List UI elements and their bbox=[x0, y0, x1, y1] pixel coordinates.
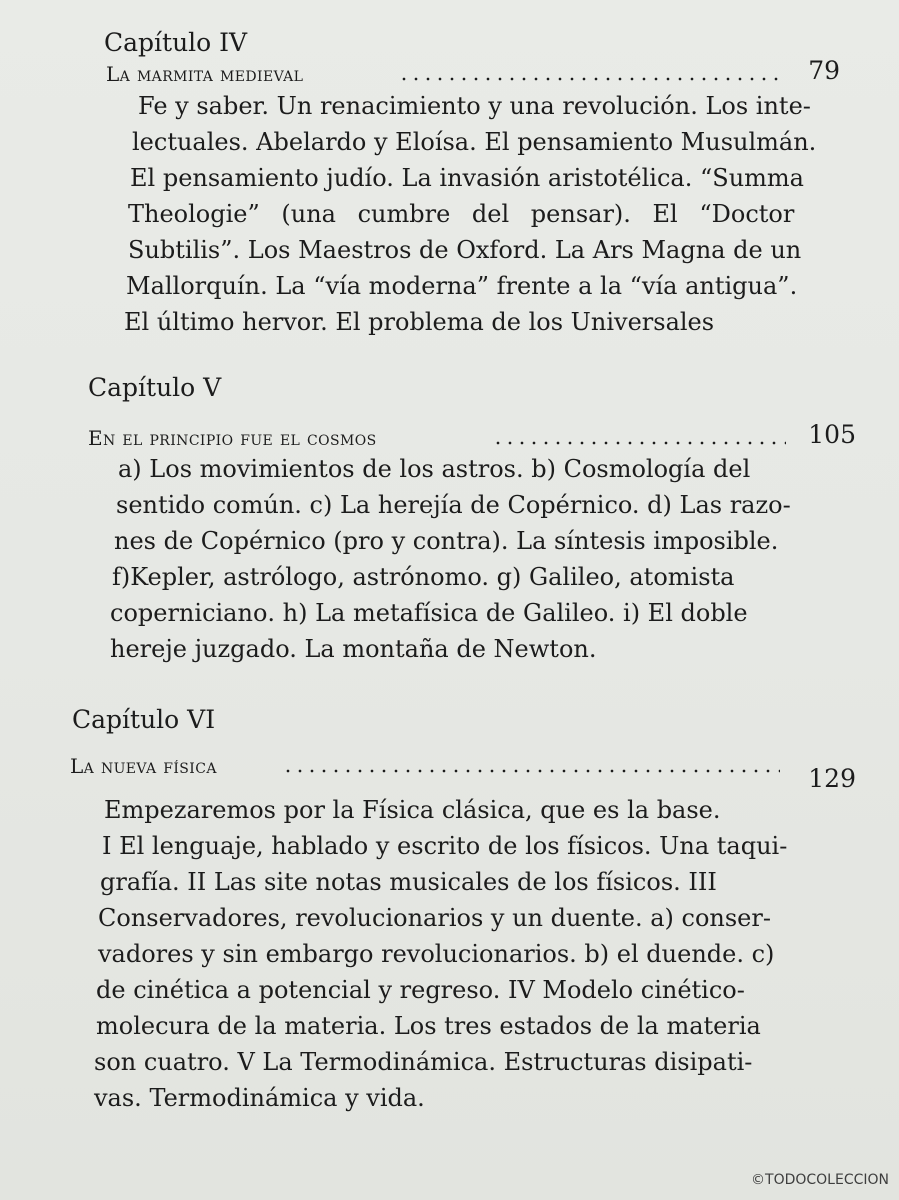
summary-line: Fe y saber. Un renacimiento y una revolución. Los inte- bbox=[138, 92, 811, 120]
summary-line: Conservadores, revolucionarios y un duente. a) conser- bbox=[98, 904, 771, 932]
chapter-title: La marmita medieval bbox=[106, 62, 304, 86]
toc-entry-row[interactable] bbox=[70, 748, 856, 793]
summary-line: El pensamiento judío. La invasión aristotélica. “Summa bbox=[130, 164, 804, 192]
summary-line: grafía. II Las site notas musicales de los físicos. III bbox=[100, 868, 717, 896]
summary-line: El último hervor. El problema de los Universales bbox=[124, 308, 715, 336]
summary-line: vadores y sin embargo revolucionarios. b) el duende. c) bbox=[98, 940, 775, 968]
page-number: 129 bbox=[808, 764, 856, 793]
summary-line: Empezaremos por la Física clásica, que es la base. bbox=[104, 796, 721, 824]
chapter-label: Capítulo IV bbox=[104, 28, 248, 57]
summary-line: sentido común. c) La herejía de Copérnico. d) Las razo- bbox=[116, 491, 791, 519]
summary-line: a) Los movimientos de los astros. b) Cosmología del bbox=[118, 455, 751, 483]
summary-line: Subtilis”. Los Maestros de Oxford. La Ars Magna de un bbox=[128, 236, 802, 264]
summary-line: I El lenguaje, hablado y escrito de los físicos. Una taqui- bbox=[102, 832, 788, 860]
summary-line: vas. Termodinámica y vida. bbox=[94, 1084, 425, 1112]
summary-line: de cinética a potencial y regreso. IV Modelo cinético- bbox=[96, 976, 745, 1004]
summary-line: Mallorquín. La “vía moderna” frente a la “vía antigua”. bbox=[126, 272, 798, 300]
chapter-label: Capítulo VI bbox=[72, 705, 216, 734]
summary-line: lectuales. Abelardo y Eloísa. El pensamiento Musulmán. bbox=[132, 128, 817, 156]
page-number: 79 bbox=[808, 56, 840, 85]
summary-line: molecura de la materia. Los tres estados de la materia bbox=[96, 1012, 761, 1040]
summary-line: hereje juzgado. La montaña de Newton. bbox=[110, 635, 597, 663]
summary-line: son cuatro. V La Termodinámica. Estructuras disipati- bbox=[94, 1048, 753, 1076]
dot-leader bbox=[282, 768, 780, 774]
chapter-title: La nueva física bbox=[70, 754, 217, 778]
summary-line: copernicianо. h) La metafísica de Galileo. i) El doble bbox=[110, 599, 748, 627]
chapter-label: Capítulo V bbox=[88, 373, 222, 402]
summary-line: f)Kepler, astrólogo, astrónomo. g) Galileo, atomista bbox=[112, 563, 735, 591]
page-number: 105 bbox=[808, 420, 856, 449]
summary-line: Theologie” (una cumbre del pensar). El “Doctor bbox=[128, 200, 795, 228]
watermark: ©TODOCOLECCION bbox=[751, 1172, 889, 1188]
summary-line: nes de Copérnico (pro y contra). La síntesis imposible. bbox=[114, 527, 779, 555]
chapter-title: En el principio fue el cosmos bbox=[88, 426, 377, 450]
